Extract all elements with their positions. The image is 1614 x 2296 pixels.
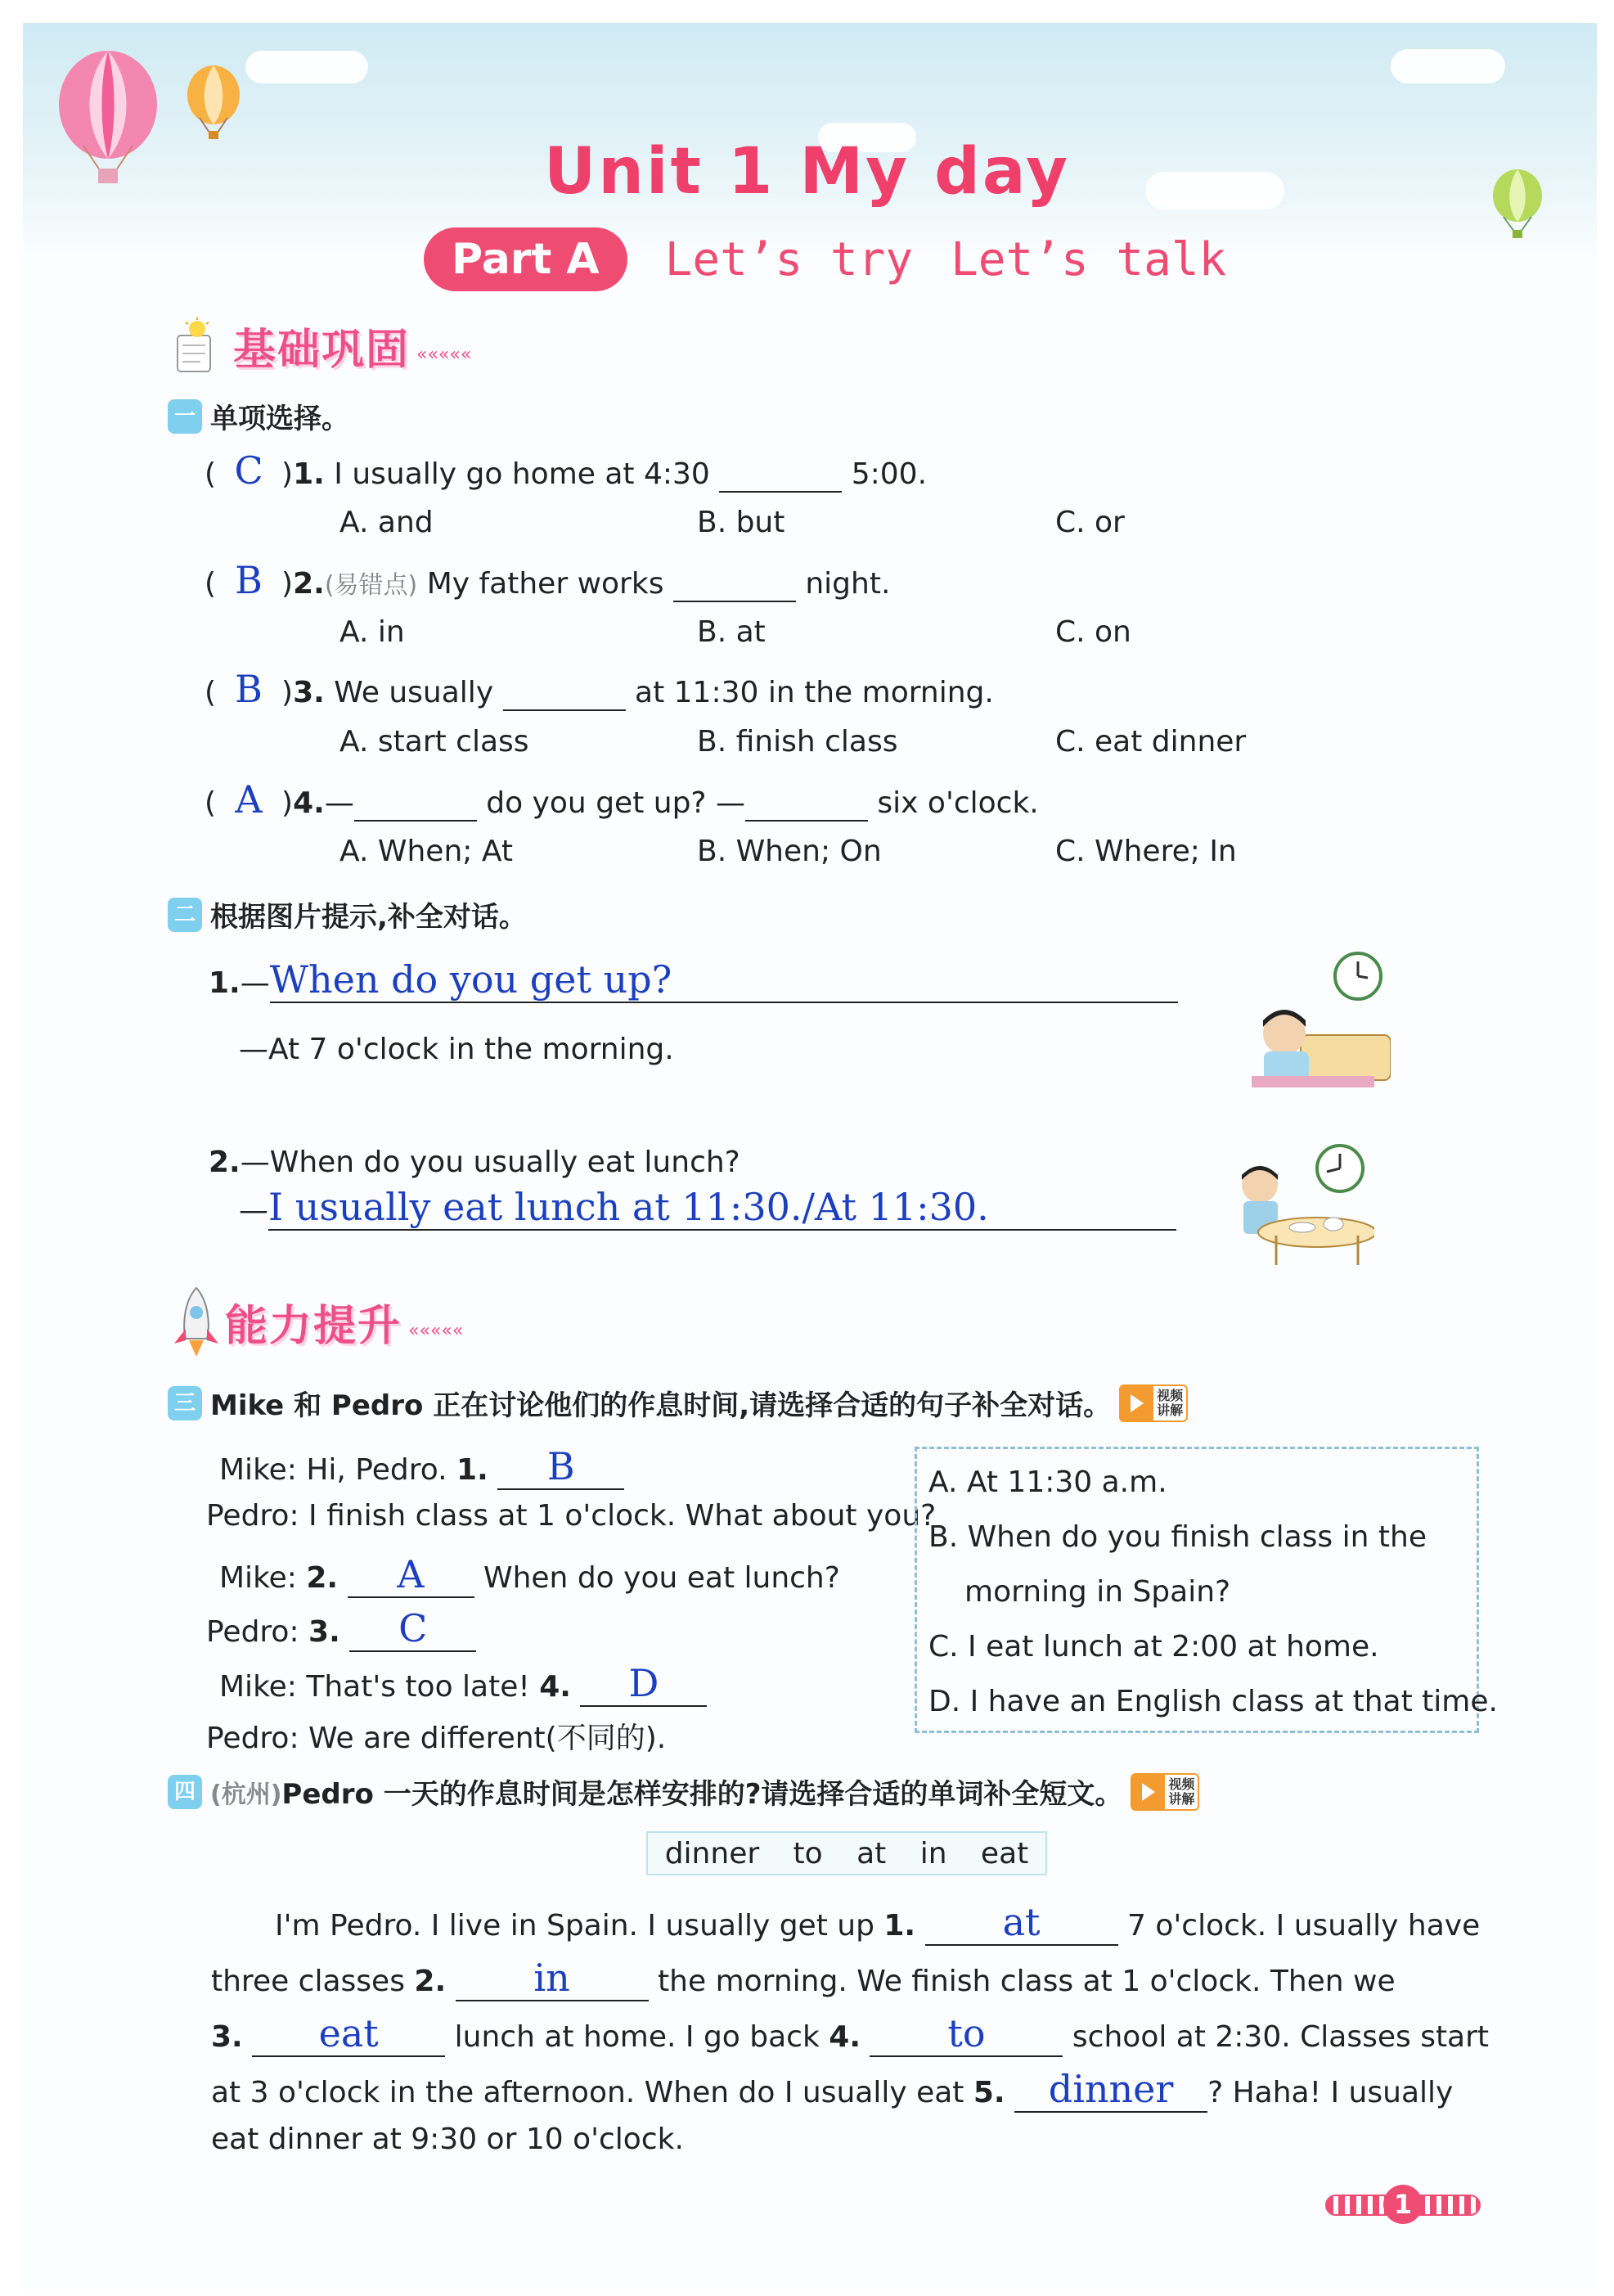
- passage-blank-number: 5.: [973, 2076, 1005, 2109]
- q1-item-2-text: My father works: [426, 567, 664, 601]
- passage-text: at 3 o'clock in the afternoon. When do I usually eat: [211, 2076, 964, 2109]
- q1-item-2-text-after: night.: [805, 567, 891, 601]
- word-bank-item: to: [793, 1836, 823, 1871]
- q2-dialogue-2-question: —When do you usually eat lunch?: [240, 1146, 740, 1179]
- q3-line-4: [206, 1606, 476, 1652]
- q3-options-box: [915, 1447, 1498, 1733]
- q3-answer-2: A: [348, 1552, 474, 1598]
- q1-item-2: ( B )2.(易错点) My father works night.: [205, 558, 891, 602]
- word-bank-item: eat: [980, 1836, 1029, 1871]
- lesson-subtitle: [424, 227, 1226, 291]
- q1-item-4-option-b: B. When; On: [697, 835, 882, 868]
- q3-speaker-text: Mike: Hi, Pedro.: [219, 1453, 447, 1487]
- word-bank-item: in: [919, 1836, 947, 1871]
- passage-blank-number: 4.: [829, 2020, 861, 2054]
- video-explanation-button[interactable]: [1131, 1773, 1199, 1811]
- arrow-decoration-icon: «««««: [416, 344, 472, 365]
- answer-blank: [719, 457, 842, 493]
- cloud: [245, 51, 368, 83]
- question-2-instruction: 根据图片提示,补全对话。: [210, 901, 527, 934]
- passage-answer-4: to: [870, 2011, 1063, 2057]
- lesson-name-try: Let’s try: [664, 232, 914, 286]
- q3-option-b-continued: morning in Spain?: [964, 1575, 1231, 1609]
- question-badge: 一: [168, 399, 202, 434]
- passage-answer-1: at: [925, 1900, 1118, 1946]
- q1-item-4-answer: A: [235, 777, 263, 822]
- q1-item-2-number: 2.: [293, 567, 325, 601]
- passage-line-5: eat dinner at 9:30 or 10 o'clock.: [211, 2123, 684, 2156]
- passage-blank-number: 1.: [883, 1909, 916, 1943]
- part-label: Part A: [424, 227, 627, 291]
- q2-dialogue-2-answer: I usually eat lunch at 11:30./At 11:30.: [268, 1185, 1176, 1231]
- passage-text: the morning. We finish class at 1 o'clock. Then we: [658, 1965, 1396, 1998]
- q1-item-1-text-after: 5:00.: [851, 457, 928, 491]
- q1-item-3-text: We usually: [334, 676, 494, 709]
- source-tag: (杭州): [210, 1780, 282, 1809]
- page-number-value: 1: [1383, 2185, 1423, 2224]
- q3-line-3: [219, 1552, 840, 1598]
- q1-item-1-option-a: A. and: [339, 506, 434, 539]
- q3-option-a: A. At 11:30 a.m.: [928, 1465, 1167, 1499]
- question-4-heading: [168, 1772, 1199, 1812]
- boy-eating-lunch-illustration: [1227, 1136, 1374, 1267]
- passage-blank-number: 2.: [414, 1965, 447, 1998]
- q1-item-2-option-b: B. at: [697, 615, 766, 649]
- q1-item-4-option-c: C. Where; In: [1055, 835, 1237, 868]
- q2-dialogue-2-line-2: [239, 1185, 1176, 1231]
- section-basic-title: 基础巩固: [233, 326, 411, 375]
- q1-item-3: ( B )3. We usually at 11:30 in the morning.: [205, 667, 994, 711]
- passage-answer-5: dinner: [1014, 2067, 1207, 2113]
- q1-item-3-text-after: at 11:30 in the morning.: [635, 676, 994, 709]
- question-2-heading: [168, 894, 527, 934]
- q1-item-3-option-c: C. eat dinner: [1055, 725, 1247, 759]
- arrow-decoration-icon: «««««: [408, 1320, 464, 1341]
- q3-text-after: When do you eat lunch?: [483, 1561, 840, 1595]
- word-bank: [646, 1831, 1047, 1875]
- lesson-name-talk: Let’s talk: [951, 232, 1227, 286]
- answer-blank: [354, 786, 477, 822]
- word-bank-item: at: [856, 1836, 887, 1871]
- passage-line-3: [211, 2011, 1489, 2057]
- q1-item-1-number: 1.: [293, 457, 325, 491]
- q1-item-3-option-a: A. start class: [339, 725, 529, 759]
- q3-answer-4: D: [580, 1661, 707, 1707]
- question-1-heading: [168, 396, 349, 436]
- section-basic-header: [168, 315, 471, 376]
- q2-dialogue-2-number: 2.: [209, 1146, 241, 1179]
- q1-item-3-answer: B: [235, 667, 263, 711]
- passage-text: three classes: [211, 1965, 405, 1998]
- q1-item-2-option-c: C. on: [1055, 615, 1131, 649]
- passage-text: I'm Pedro. I live in Spain. I usually get up: [275, 1909, 874, 1943]
- play-icon: [1121, 1386, 1153, 1420]
- section-advanced-title: 能力提升: [225, 1301, 402, 1351]
- video-explanation-button[interactable]: [1119, 1384, 1188, 1422]
- q1-item-4-text-after: six o'clock.: [877, 786, 1039, 820]
- answer-blank: [673, 567, 796, 602]
- question-3-instruction: Mike 和 Pedro 正在讨论他们的作息时间,请选择合适的句子补全对话。: [210, 1389, 1112, 1422]
- q1-item-1: ( C )1. I usually go home at 4:30 5:00.: [205, 448, 928, 493]
- q3-blank-number: 2.: [306, 1561, 339, 1595]
- word-bank-item: dinner: [664, 1836, 760, 1871]
- passage-line-1: [275, 1900, 1480, 1946]
- passage-answer-2: in: [456, 1956, 649, 2001]
- q1-item-4-number: 4.: [293, 786, 325, 820]
- q2-dialogue-1-line-1: [209, 957, 1178, 1003]
- q1-item-1-option-c: C. or: [1055, 506, 1125, 539]
- q1-item-3-option-b: B. finish class: [697, 725, 898, 759]
- video-badge-label: 视频讲解: [1168, 1776, 1195, 1807]
- q1-item-1-answer: C: [234, 448, 263, 493]
- question-badge: 四: [168, 1775, 202, 1809]
- q3-line-6: Pedro: We are different(不同的).: [206, 1722, 667, 1755]
- q3-answer-1: B: [497, 1444, 624, 1490]
- answer-blank: [503, 676, 626, 711]
- cloud: [1391, 49, 1505, 83]
- q3-blank-number: 3.: [308, 1615, 340, 1649]
- page-number: [1325, 2185, 1481, 2224]
- q3-blank-number: 4.: [539, 1670, 571, 1704]
- answer-blank: [745, 786, 868, 822]
- q1-item-4-text: do you get up? —: [486, 786, 745, 820]
- q3-blank-number: 1.: [456, 1453, 488, 1487]
- passage-answer-3: eat: [252, 2011, 445, 2057]
- q3-speaker-text: Pedro:: [206, 1615, 299, 1649]
- q3-option-b: B. When do you finish class in the: [928, 1520, 1427, 1554]
- q2-dialogue-1-number: 1.: [209, 966, 241, 1000]
- lightbulb-notes-icon: [168, 317, 233, 375]
- q3-option-d: D. I have an English class at that time.: [928, 1685, 1498, 1718]
- error-prone-tag: (易错点): [324, 571, 418, 600]
- q2-dialogue-1-reply: —At 7 o'clock in the morning.: [239, 1033, 674, 1066]
- passage-text: ? Haha! I usually: [1207, 2076, 1454, 2109]
- question-3-heading: [168, 1383, 1188, 1423]
- q3-line-5: [219, 1661, 707, 1707]
- passage-line-2: [211, 1956, 1396, 2001]
- passage-blank-number: 3.: [211, 2020, 243, 2054]
- passage-text: school at 2:30. Classes start: [1072, 2020, 1490, 2054]
- q1-item-1-option-b: B. but: [697, 506, 785, 539]
- q3-speaker-text: Mike: That's too late!: [219, 1670, 530, 1704]
- q1-item-2-option-a: A. in: [339, 615, 405, 649]
- q1-item-2-answer: B: [235, 558, 263, 602]
- passage-line-4: [211, 2067, 1453, 2113]
- q3-line-2: Pedro: I finish class at 1 o'clock. What about you?: [206, 1499, 937, 1533]
- passage-text: lunch at home. I go back: [454, 2020, 820, 2054]
- passage-text: 7 o'clock. I usually have: [1127, 1909, 1481, 1943]
- q2-dialogue-1-answer: When do you get up?: [270, 957, 1178, 1003]
- q1-item-3-number: 3.: [293, 676, 325, 709]
- question-badge: 三: [168, 1386, 202, 1420]
- boy-waking-up-illustration: [1252, 945, 1391, 1088]
- q1-item-4-dash: —: [324, 786, 354, 820]
- q3-speaker-text: Mike:: [219, 1561, 297, 1595]
- q1-item-1-text: I usually go home at 4:30: [334, 457, 710, 491]
- rocket-icon: [168, 1285, 225, 1358]
- q3-option-c: C. I eat lunch at 2:00 at home.: [928, 1630, 1379, 1663]
- dash: —: [240, 966, 270, 1000]
- q3-answer-3: C: [349, 1606, 476, 1652]
- question-4-instruction: Pedro 一天的作息时间是怎样安排的?请选择合适的单词补全短文。: [281, 1778, 1123, 1811]
- q1-item-4-option-a: A. When; At: [339, 835, 513, 868]
- hot-air-balloon-icon: [182, 64, 245, 142]
- video-badge-label: 视频讲解: [1157, 1387, 1184, 1418]
- section-advanced-header: [168, 1285, 463, 1358]
- q1-item-4: ( A )4.— do you get up? — six o'clock.: [205, 777, 1039, 822]
- question-1-instruction: 单项选择。: [210, 403, 349, 435]
- q3-line-1: [219, 1444, 624, 1490]
- play-icon: [1132, 1775, 1165, 1809]
- dash: —: [239, 1194, 268, 1227]
- unit-title: Unit 1 My day: [543, 135, 1070, 209]
- question-badge: 二: [168, 898, 202, 932]
- q2-dialogue-2-line-1: [209, 1146, 740, 1179]
